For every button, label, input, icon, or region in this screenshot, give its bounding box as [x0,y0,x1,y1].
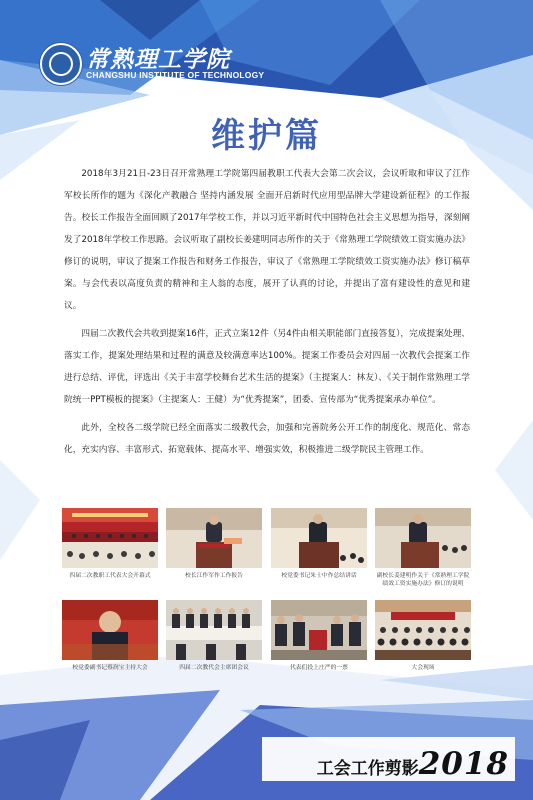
photo-caption: 四届二次教职工代表大会开幕式 [69,573,151,579]
paragraph: 此外，全校各二级学院已经全面落实二级教代会，加强和完善院务公开工作的制度化、规范化、常态化，充实内容、丰富形式、拓宽载体、提高水平、增强实效，积极推进二级学院民主管理工作。 [64,423,470,455]
school-name-en: CHANGSHU INSTITUTE OF TECHNOLOGY [86,70,265,80]
photo-caption: 校党委书记朱士中作总结讲话 [281,573,357,579]
photo-presidium-meeting [166,600,262,660]
photo-caption: 校长江作军作工作报告 [185,573,243,579]
photo-deputy-secretary-chairing [62,600,158,660]
photo-card [375,600,471,672]
photo-secretary-speech [271,508,367,568]
footer-title [317,746,509,782]
school-name-cn: 常熟理工学院 [86,46,230,73]
photo-vice-president-explanation [375,508,471,568]
footer-year: 2018 [418,746,509,782]
photo-caption: 四届二次教代会主席团会议 [179,665,249,671]
photo-caption: 校党委副书记蔡润宝主持大会 [72,665,148,671]
photo-caption: 代表们投上庄严的一票 [290,665,348,671]
paragraph: 2018年3月21日-23日召开常熟理工学院第四届教职工代表大会第二次会议，会议听取和审议了江作军校长所作的题为《深化产教融合 坚持内涵发展 全面开启新时代应用型品牌大学建设新征程》的工作报告。校长工作报告全面回顾了2017年学校工作，并以习近平新时代中国特色社会主义思想为指导，深刻阐发了2018年学校工作思路。会议听取了副校长姜建明同志所作的关于《常熟理工学院绩效工资实施办法》修订的说明，审议了提案工作报告和财务工作报告，审议了《常熟理工学院绩效工资实施办法》修订稿草案。与会代表以高度负责的精神和主人翁的态度，展开了认真的讨论，并提出了富有建设性的意见和建议。 [64,169,470,311]
photo-card [62,600,158,672]
photo-president-report [166,508,262,568]
photo-card [271,600,367,672]
photo-caption: 大会现场 [411,665,435,671]
photo-card [166,508,262,580]
photo-voting [271,600,367,660]
photo-opening-ceremony [62,508,158,568]
photo-caption: 副校长姜建明作关于《常熟理工学院绩效工资实施办法》修订的说明 [376,573,470,587]
photo-card [271,508,367,580]
paragraph: 四届二次教代会共收到提案16件，正式立案12件（另4件由相关职能部门直接答复），完成提案处理、落实工作，提案处理结果和过程的满意及较满意率达100%。提案工作委员会对四届一次教代会提案工作进行总结、评优，评选出《关于丰富学校舞台艺术生活的提案》（主提案人：林友）、《关于制作常熟理工学院统一PPT模板的提案》（主提案人：王健）为“优秀提案”，团委、宣传部为“优秀提案承办单位”。 [64,329,470,405]
photo-meeting-hall [375,600,471,660]
article-body [64,163,470,467]
school-seal-icon [40,43,82,85]
footer-text: 工会工作剪影 [316,759,419,779]
photo-card [375,508,471,588]
photo-card [166,600,262,672]
school-logo [40,43,265,83]
page-title: 维护篇 [211,116,322,156]
photo-card [62,508,158,580]
